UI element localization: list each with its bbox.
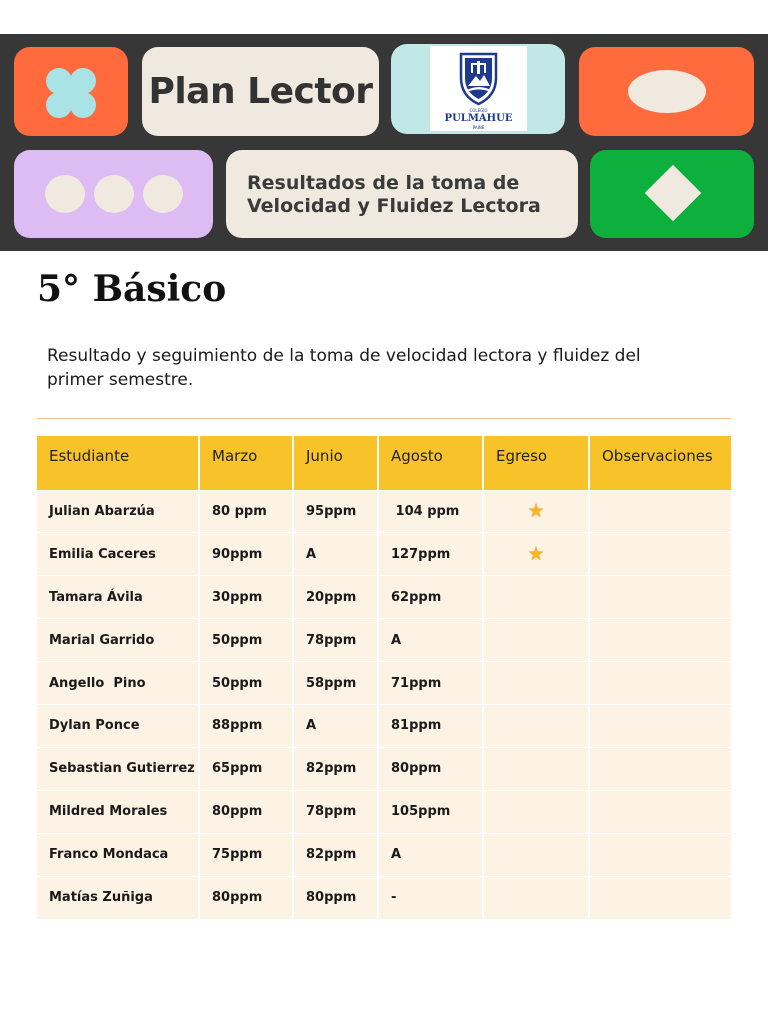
table-row bbox=[37, 790, 731, 833]
observations-cell bbox=[589, 833, 731, 876]
column-header-exit: Egreso bbox=[483, 436, 589, 490]
table-row bbox=[37, 833, 731, 876]
march-cell: 80ppm bbox=[199, 876, 293, 919]
table-row bbox=[37, 662, 731, 705]
app-title: Plan Lector bbox=[148, 71, 373, 112]
observations-cell bbox=[589, 876, 731, 919]
exit-cell bbox=[483, 704, 589, 747]
exit-cell bbox=[483, 790, 589, 833]
student-name-cell: Tamara Ávila bbox=[37, 576, 199, 619]
student-name-cell: Angello Pino bbox=[37, 662, 199, 705]
exit-cell bbox=[483, 490, 589, 533]
student-name-cell: Sebastian Gutierrez bbox=[37, 747, 199, 790]
march-cell: 80ppm bbox=[199, 790, 293, 833]
june-cell: 58ppm bbox=[293, 662, 378, 705]
exit-cell bbox=[483, 662, 589, 705]
student-name-cell: Marial Garrido bbox=[37, 619, 199, 662]
observations-cell bbox=[589, 533, 731, 576]
student-name-cell: Mildred Morales bbox=[37, 790, 199, 833]
circle-icon bbox=[45, 175, 85, 213]
observations-cell bbox=[589, 490, 731, 533]
subtitle-line-1: Resultados de la toma de bbox=[247, 172, 520, 194]
exit-cell bbox=[483, 619, 589, 662]
march-cell: 75ppm bbox=[199, 833, 293, 876]
august-cell: 127ppm bbox=[378, 533, 483, 576]
subtitle bbox=[247, 172, 541, 218]
august-cell: 80ppm bbox=[378, 747, 483, 790]
june-cell: 82ppm bbox=[293, 747, 378, 790]
exit-cell bbox=[483, 833, 589, 876]
march-cell: 65ppm bbox=[199, 747, 293, 790]
august-cell: 71ppm bbox=[378, 662, 483, 705]
flower-shape-icon bbox=[46, 68, 96, 118]
exit-cell bbox=[483, 876, 589, 919]
august-cell: 104 ppm bbox=[378, 490, 483, 533]
column-header-student: Estudiante bbox=[37, 436, 199, 490]
june-cell: A bbox=[293, 704, 378, 747]
table-header-row bbox=[37, 436, 731, 490]
subtitle-line-2: Velocidad y Fluidez Lectora bbox=[247, 195, 541, 217]
august-cell: - bbox=[378, 876, 483, 919]
table-row bbox=[37, 490, 731, 533]
logo-bottom-text: PAINE bbox=[472, 125, 485, 130]
subtitle-tile bbox=[226, 150, 578, 238]
exit-cell bbox=[483, 747, 589, 790]
june-cell: A bbox=[293, 533, 378, 576]
august-cell: A bbox=[378, 619, 483, 662]
student-name-cell: Matías Zuñiga bbox=[37, 876, 199, 919]
student-name-cell: Julian Abarzúa bbox=[37, 490, 199, 533]
march-cell: 80 ppm bbox=[199, 490, 293, 533]
march-cell: 88ppm bbox=[199, 704, 293, 747]
march-cell: 90ppm bbox=[199, 533, 293, 576]
june-cell: 78ppm bbox=[293, 619, 378, 662]
june-cell: 80ppm bbox=[293, 876, 378, 919]
table-row bbox=[37, 704, 731, 747]
circle-icon bbox=[143, 175, 183, 213]
table-row bbox=[37, 619, 731, 662]
column-header-august: Agosto bbox=[378, 436, 483, 490]
exit-cell bbox=[483, 533, 589, 576]
star-icon: ★ bbox=[527, 500, 545, 523]
march-cell: 50ppm bbox=[199, 662, 293, 705]
oval-shape-icon bbox=[628, 70, 706, 113]
star-icon: ★ bbox=[527, 543, 545, 566]
august-cell: A bbox=[378, 833, 483, 876]
logo-school-name: PULMAHUE bbox=[444, 113, 513, 124]
observations-cell bbox=[589, 790, 731, 833]
exit-cell bbox=[483, 576, 589, 619]
observations-cell bbox=[589, 619, 731, 662]
divider bbox=[37, 418, 731, 419]
table-row bbox=[37, 576, 731, 619]
student-name-cell: Franco Mondaca bbox=[37, 833, 199, 876]
student-name-cell: Emilia Caceres bbox=[37, 533, 199, 576]
table-row bbox=[37, 747, 731, 790]
column-header-observations: Observaciones bbox=[589, 436, 731, 490]
march-cell: 50ppm bbox=[199, 619, 293, 662]
table-row bbox=[37, 876, 731, 919]
column-header-june: Junio bbox=[293, 436, 378, 490]
observations-cell bbox=[589, 662, 731, 705]
grade-heading: 5° Básico bbox=[37, 268, 227, 310]
june-cell: 82ppm bbox=[293, 833, 378, 876]
column-header-march: Marzo bbox=[199, 436, 293, 490]
august-cell: 81ppm bbox=[378, 704, 483, 747]
table-row bbox=[37, 533, 731, 576]
logo-top-text: COLEGIO bbox=[469, 108, 488, 113]
august-cell: 105ppm bbox=[378, 790, 483, 833]
june-cell: 20ppm bbox=[293, 576, 378, 619]
observations-cell bbox=[589, 704, 731, 747]
student-name-cell: Dylan Ponce bbox=[37, 704, 199, 747]
school-logo bbox=[430, 46, 527, 131]
august-cell: 62ppm bbox=[378, 576, 483, 619]
observations-cell bbox=[589, 747, 731, 790]
results-table bbox=[37, 436, 731, 919]
march-cell: 30ppm bbox=[199, 576, 293, 619]
observations-cell bbox=[589, 576, 731, 619]
description-text: Resultado y seguimiento de la toma de velocidad lectora y fluidez del primer semestre. bbox=[47, 346, 641, 390]
june-cell: 95ppm bbox=[293, 490, 378, 533]
june-cell: 78ppm bbox=[293, 790, 378, 833]
table-body bbox=[37, 490, 731, 919]
title-tile bbox=[142, 47, 379, 136]
circle-icon bbox=[94, 175, 134, 213]
school-crest-icon bbox=[430, 46, 527, 108]
